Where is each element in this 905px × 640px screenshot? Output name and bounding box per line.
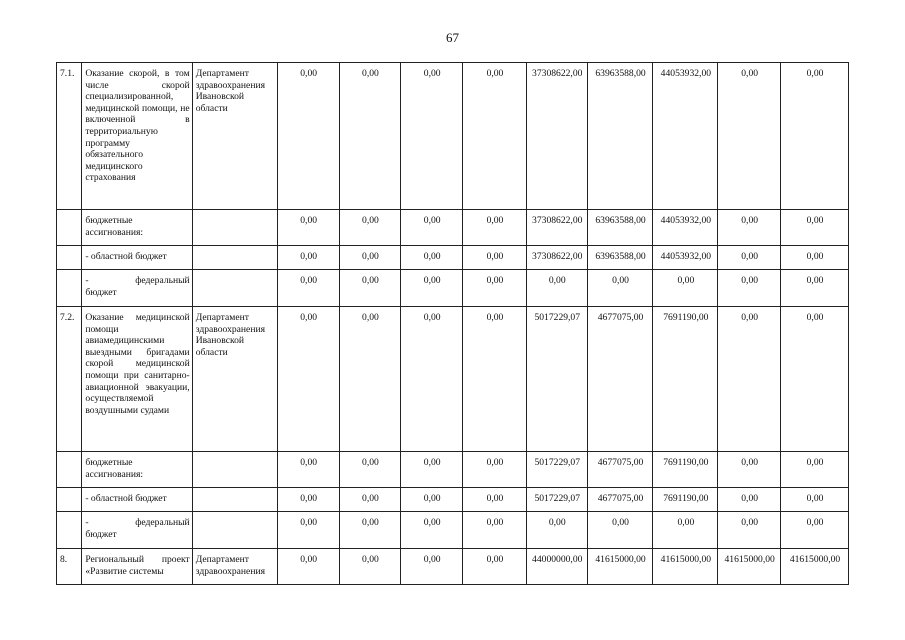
value-cell: 0,00 xyxy=(781,246,849,270)
value-cell: 4677075,00 xyxy=(587,307,653,452)
value-cell: 5017229,07 xyxy=(526,488,587,512)
value-cell: 0,00 xyxy=(718,488,781,512)
value-cell: 0,00 xyxy=(587,270,653,307)
table-row xyxy=(57,246,849,270)
value-cell: 0,00 xyxy=(653,270,718,307)
value-cell: 0,00 xyxy=(277,246,339,270)
value-cell: 0,00 xyxy=(718,452,781,488)
row-number xyxy=(57,512,82,549)
row-description: Региональный проект «Развитие системы xyxy=(82,549,192,585)
row-description: - областной бюджет xyxy=(82,246,192,270)
value-cell: 0,00 xyxy=(526,512,587,549)
value-cell: 0,00 xyxy=(277,63,339,210)
value-cell: 44053932,00 xyxy=(653,210,718,246)
value-cell: 0,00 xyxy=(277,488,339,512)
budget-text: бюджет xyxy=(85,528,117,540)
value-cell: 41615000,00 xyxy=(587,549,653,585)
row-number xyxy=(57,488,82,512)
value-cell: 0,00 xyxy=(463,512,527,549)
value-cell: 0,00 xyxy=(781,452,849,488)
value-cell: 0,00 xyxy=(339,246,401,270)
federal-text: федеральный xyxy=(135,275,190,286)
row-department: Департамент здравоохранения xyxy=(192,549,277,585)
value-cell: 37308622,00 xyxy=(526,63,587,210)
value-cell: 0,00 xyxy=(277,307,339,452)
value-cell: 5017229,07 xyxy=(526,307,587,452)
row-description: Оказание скорой, в том числе скорой специализированной, медицинской помощи, не включенной в территориальную программу обязательного медицинского страхования xyxy=(82,63,192,210)
value-cell: 0,00 xyxy=(587,512,653,549)
value-cell: 0,00 xyxy=(339,488,401,512)
value-cell: 0,00 xyxy=(781,270,849,307)
value-cell: 63963588,00 xyxy=(587,246,653,270)
value-cell: 0,00 xyxy=(526,270,587,307)
value-cell: 0,00 xyxy=(463,246,527,270)
value-cell: 0,00 xyxy=(653,512,718,549)
row-number xyxy=(57,246,82,270)
value-cell: 5017229,07 xyxy=(526,452,587,488)
table-row xyxy=(57,452,849,488)
value-cell: 4677075,00 xyxy=(587,488,653,512)
value-cell: 0,00 xyxy=(401,549,463,585)
value-cell: 0,00 xyxy=(401,452,463,488)
value-cell: 63963588,00 xyxy=(587,63,653,210)
value-cell: 0,00 xyxy=(277,270,339,307)
value-cell: 41615000,00 xyxy=(718,549,781,585)
row-description xyxy=(82,270,192,307)
value-cell: 7691190,00 xyxy=(653,488,718,512)
value-cell: 44000000,00 xyxy=(526,549,587,585)
table-row xyxy=(57,270,849,307)
value-cell: 0,00 xyxy=(401,246,463,270)
value-cell: 0,00 xyxy=(277,452,339,488)
value-cell: 44053932,00 xyxy=(653,246,718,270)
value-cell: 0,00 xyxy=(781,307,849,452)
value-cell: 37308622,00 xyxy=(526,246,587,270)
row-department xyxy=(192,210,277,246)
value-cell: 0,00 xyxy=(718,512,781,549)
row-department xyxy=(192,452,277,488)
row-number: 8. xyxy=(57,549,82,585)
row-description: - областной бюджет xyxy=(82,488,192,512)
value-cell: 0,00 xyxy=(401,488,463,512)
dash-text: - xyxy=(85,275,89,286)
row-description: Оказание медицинской помощи авиамедицинскими выездными бригадами скорой медицинской помощи при санитарно-авиационной эвакуации, осуществляемой воздушными судами xyxy=(82,307,192,452)
value-cell: 7691190,00 xyxy=(653,452,718,488)
row-number xyxy=(57,270,82,307)
value-cell: 0,00 xyxy=(339,452,401,488)
row-department xyxy=(192,488,277,512)
row-description: бюджетные ассигнования: xyxy=(82,452,192,488)
table-row xyxy=(57,63,849,210)
row-number xyxy=(57,210,82,246)
value-cell: 0,00 xyxy=(339,512,401,549)
row-number: 7.1. xyxy=(57,63,82,210)
value-cell: 44053932,00 xyxy=(653,63,718,210)
table-row xyxy=(57,210,849,246)
value-cell: 0,00 xyxy=(718,63,781,210)
table-body xyxy=(57,63,849,585)
value-cell: 7691190,00 xyxy=(653,307,718,452)
value-cell: 41615000,00 xyxy=(781,549,849,585)
table-row xyxy=(57,512,849,549)
value-cell: 0,00 xyxy=(401,63,463,210)
value-cell: 0,00 xyxy=(463,63,527,210)
value-cell: 0,00 xyxy=(401,210,463,246)
row-description xyxy=(82,512,192,549)
value-cell: 0,00 xyxy=(401,307,463,452)
row-department: Департамент здравоохранения Ивановской области xyxy=(192,307,277,452)
value-cell: 0,00 xyxy=(718,210,781,246)
row-department xyxy=(192,512,277,549)
value-cell: 0,00 xyxy=(781,63,849,210)
value-cell: 0,00 xyxy=(718,307,781,452)
value-cell: 0,00 xyxy=(339,307,401,452)
value-cell: 37308622,00 xyxy=(526,210,587,246)
value-cell: 0,00 xyxy=(718,246,781,270)
value-cell: 0,00 xyxy=(339,63,401,210)
value-cell: 4677075,00 xyxy=(587,452,653,488)
value-cell: 0,00 xyxy=(401,512,463,549)
row-number: 7.2. xyxy=(57,307,82,452)
value-cell: 0,00 xyxy=(339,270,401,307)
value-cell: 0,00 xyxy=(463,452,527,488)
row-number xyxy=(57,452,82,488)
value-cell: 0,00 xyxy=(463,488,527,512)
value-cell: 0,00 xyxy=(339,210,401,246)
value-cell: 63963588,00 xyxy=(587,210,653,246)
value-cell: 0,00 xyxy=(781,488,849,512)
page-number: 67 xyxy=(446,30,459,45)
value-cell: 0,00 xyxy=(401,270,463,307)
row-description: бюджетные ассигнования: xyxy=(82,210,192,246)
value-cell: 0,00 xyxy=(781,512,849,549)
value-cell: 0,00 xyxy=(277,512,339,549)
value-cell: 0,00 xyxy=(463,307,527,452)
value-cell: 0,00 xyxy=(463,270,527,307)
value-cell: 0,00 xyxy=(463,210,527,246)
value-cell: 0,00 xyxy=(339,549,401,585)
value-cell: 0,00 xyxy=(277,210,339,246)
row-department: Департамент здравоохранения Ивановской области xyxy=(192,63,277,210)
value-cell: 0,00 xyxy=(277,549,339,585)
row-department xyxy=(192,246,277,270)
value-cell: 41615000,00 xyxy=(653,549,718,585)
federal-text: федеральный xyxy=(135,517,190,528)
budget-table xyxy=(56,62,849,585)
budget-text: бюджет xyxy=(85,286,117,298)
table-row xyxy=(57,307,849,452)
value-cell: 0,00 xyxy=(463,549,527,585)
value-cell: 0,00 xyxy=(781,210,849,246)
value-cell: 0,00 xyxy=(718,270,781,307)
dash-text: - xyxy=(85,517,89,528)
row-department xyxy=(192,270,277,307)
table-row xyxy=(57,488,849,512)
table-row xyxy=(57,549,849,585)
